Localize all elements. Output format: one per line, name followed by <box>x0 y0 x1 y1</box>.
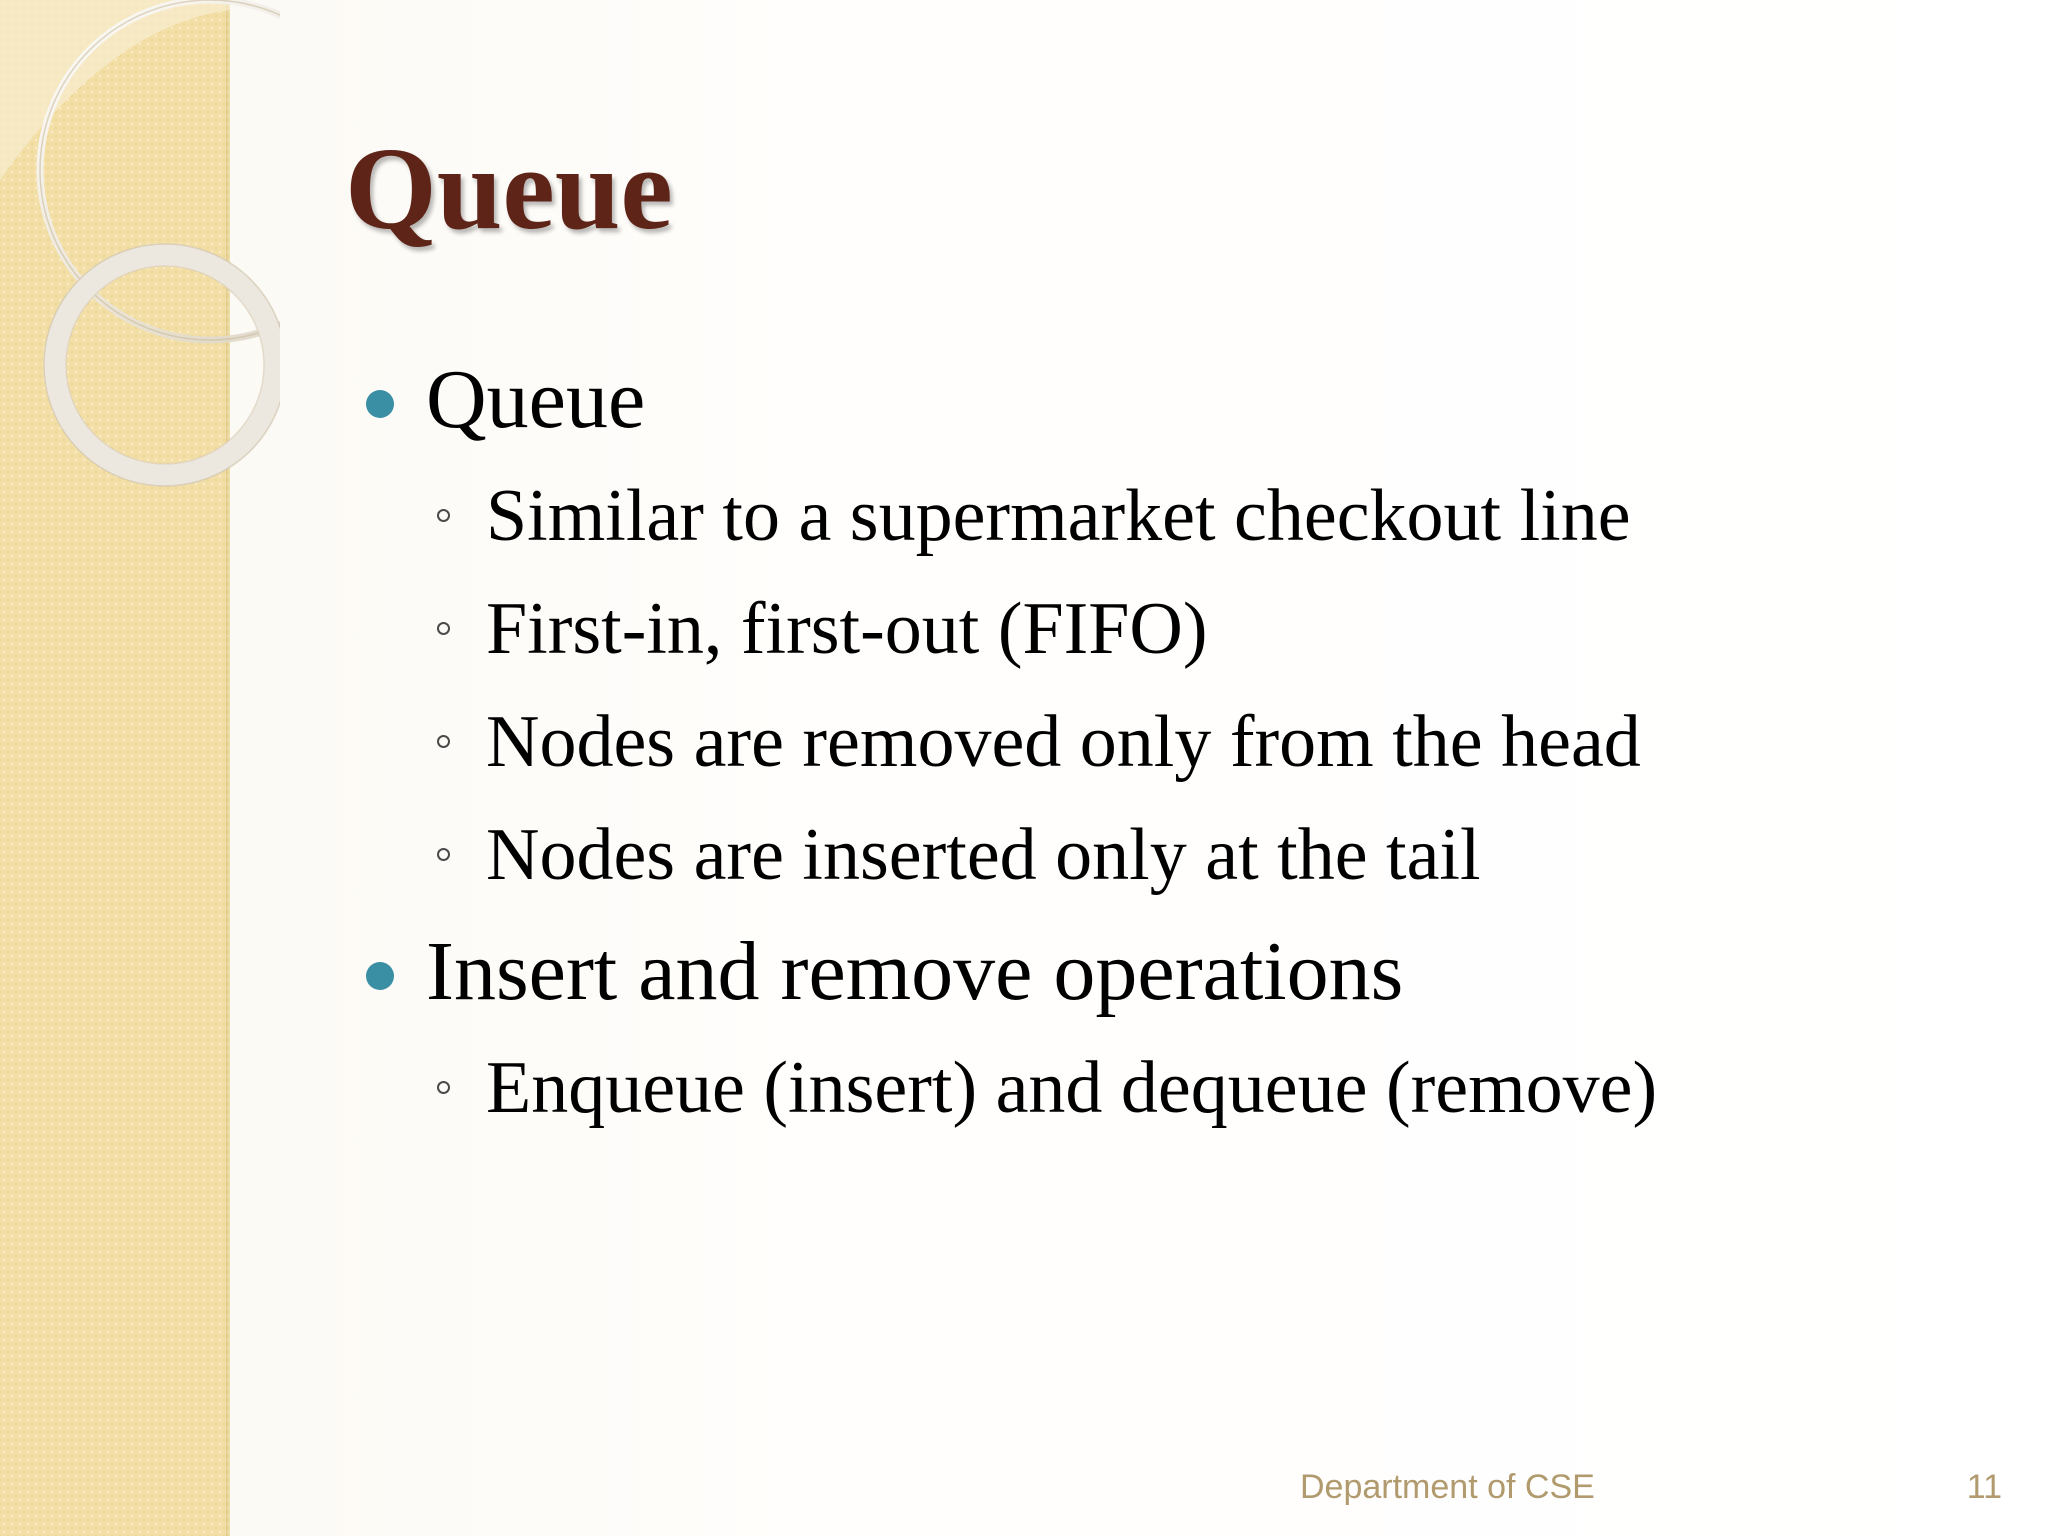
bullet-list <box>360 340 1960 1145</box>
sub-bullet-text: Nodes are removed only from the head <box>486 701 1641 783</box>
hollow-circle-bullet-icon <box>437 622 450 635</box>
sub-bullet-text: Enqueue (insert) and dequeue (remove) <box>486 1047 1658 1129</box>
sub-bullet-item <box>360 573 1960 686</box>
hollow-circle-bullet-icon <box>437 509 450 522</box>
bullet-item <box>360 340 1960 460</box>
slide-title: Queue <box>345 123 673 254</box>
sub-bullet-text: First-in, first-out (FIFO) <box>486 588 1208 670</box>
sub-bullet-item <box>360 686 1960 799</box>
sub-bullet-item <box>360 1032 1960 1145</box>
sub-bullet-text: Nodes are inserted only at the tail <box>486 814 1481 896</box>
sub-bullet-item <box>360 460 1960 573</box>
filled-circle-bullet-icon <box>366 390 394 418</box>
footer-page-number: 11 <box>1966 1468 2002 1506</box>
hollow-circle-bullet-icon <box>437 735 450 748</box>
bullet-item <box>360 912 1960 1032</box>
bullet-text: Queue <box>426 353 646 446</box>
hollow-circle-bullet-icon <box>437 848 450 861</box>
filled-circle-bullet-icon <box>366 962 394 990</box>
sub-bullet-item <box>360 799 1960 912</box>
decorative-rings-ornament <box>0 0 280 520</box>
footer-department: Department of CSE <box>1300 1468 1595 1506</box>
sub-bullet-text: Similar to a supermarket checkout line <box>486 475 1631 557</box>
bullet-text: Insert and remove operations <box>426 925 1404 1018</box>
hollow-circle-bullet-icon <box>437 1081 450 1094</box>
